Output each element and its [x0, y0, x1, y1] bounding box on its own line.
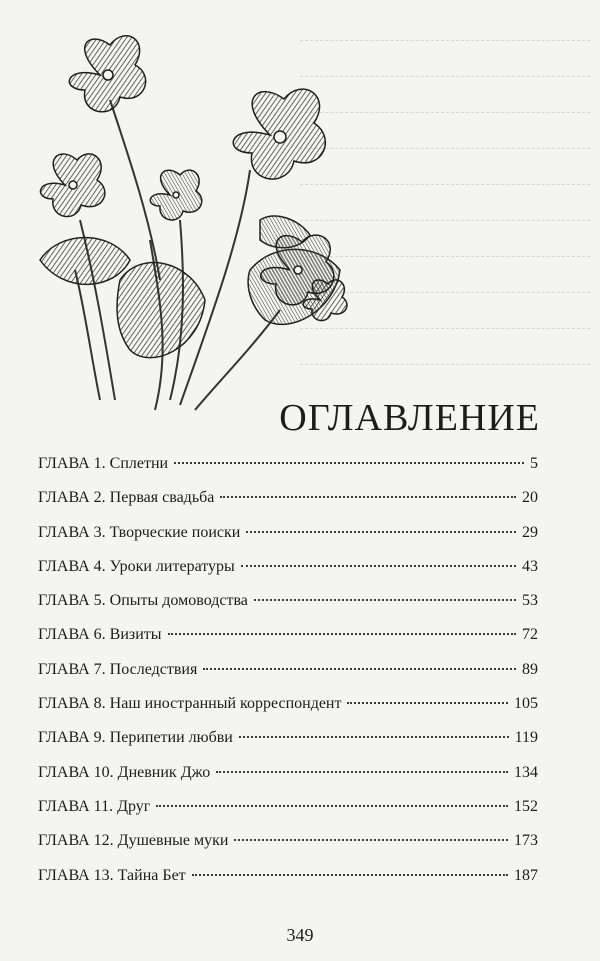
- toc-entry-page: 152: [514, 797, 538, 815]
- dot-leader: [168, 633, 516, 635]
- toc-entry-page: 173: [514, 832, 538, 850]
- toc-heading: ОГЛАВЛЕНИЕ: [279, 397, 540, 439]
- toc-entry: [38, 832, 538, 866]
- toc-entry: [38, 455, 538, 489]
- toc-entry: [38, 695, 538, 729]
- toc-entry-page: 29: [522, 523, 538, 541]
- toc-entry-page: 72: [522, 626, 538, 644]
- toc-entry-page: 20: [522, 489, 538, 507]
- toc-entry-title: ГЛАВА 5. Опыты домоводства: [38, 592, 248, 610]
- dot-leader: [347, 702, 508, 704]
- toc-entry: [38, 661, 538, 695]
- page-number: 349: [286, 925, 314, 945]
- toc-entry: [38, 592, 538, 626]
- dot-leader: [192, 874, 508, 876]
- toc-entry-title: ГЛАВА 12. Душевные муки: [38, 832, 229, 850]
- dot-leader: [156, 805, 508, 807]
- toc-entry: [38, 798, 538, 832]
- toc-entry-title: ГЛАВА 13. Тайна Бет: [38, 866, 186, 884]
- toc-entry: [38, 764, 538, 798]
- toc-entry-page: 134: [514, 763, 538, 781]
- toc-entry: [38, 524, 538, 558]
- toc-entry-title: ГЛАВА 3. Творческие поиски: [38, 523, 241, 541]
- toc-entry-title: ГЛАВА 11. Друг: [38, 797, 151, 815]
- dot-leader: [254, 599, 516, 601]
- toc-entry: [38, 867, 538, 901]
- toc-entry: [38, 729, 538, 763]
- table-of-contents: [38, 455, 538, 901]
- toc-entry: [38, 626, 538, 660]
- toc-entry-title: ГЛАВА 9. Перипетии любви: [38, 729, 233, 747]
- toc-entry-page: 105: [514, 695, 538, 713]
- toc-entry-page: 187: [514, 866, 538, 884]
- toc-entry-page: 89: [522, 660, 538, 678]
- toc-entry-page: 43: [522, 557, 538, 575]
- toc-entry-title: ГЛАВА 4. Уроки литературы: [38, 557, 235, 575]
- toc-entry-page: 119: [514, 729, 538, 747]
- violet-flowers-icon: [20, 20, 380, 420]
- dot-leader: [234, 839, 508, 841]
- dot-leader: [220, 496, 516, 498]
- toc-entry: [38, 489, 538, 523]
- dot-leader: [241, 565, 516, 567]
- toc-entry-page: 5: [530, 455, 538, 472]
- dot-leader: [246, 531, 516, 533]
- toc-entry-title: ГЛАВА 7. Последствия: [38, 660, 198, 678]
- dot-leader: [216, 771, 508, 773]
- toc-entry-page: 53: [522, 592, 538, 610]
- toc-entry-title: ГЛАВА 6. Визиты: [38, 626, 162, 644]
- toc-entry-title: ГЛАВА 2. Первая свадьба: [38, 489, 215, 507]
- toc-entry-title: ГЛАВА 1. Сплетни: [38, 455, 169, 472]
- toc-entry-title: ГЛАВА 10. Дневник Джо: [38, 763, 211, 781]
- dot-leader: [239, 736, 509, 738]
- toc-entry: [38, 558, 538, 592]
- toc-entry-title: ГЛАВА 8. Наш иностранный корреспондент: [38, 695, 342, 713]
- dot-leader: [174, 462, 524, 464]
- dot-leader: [203, 668, 516, 670]
